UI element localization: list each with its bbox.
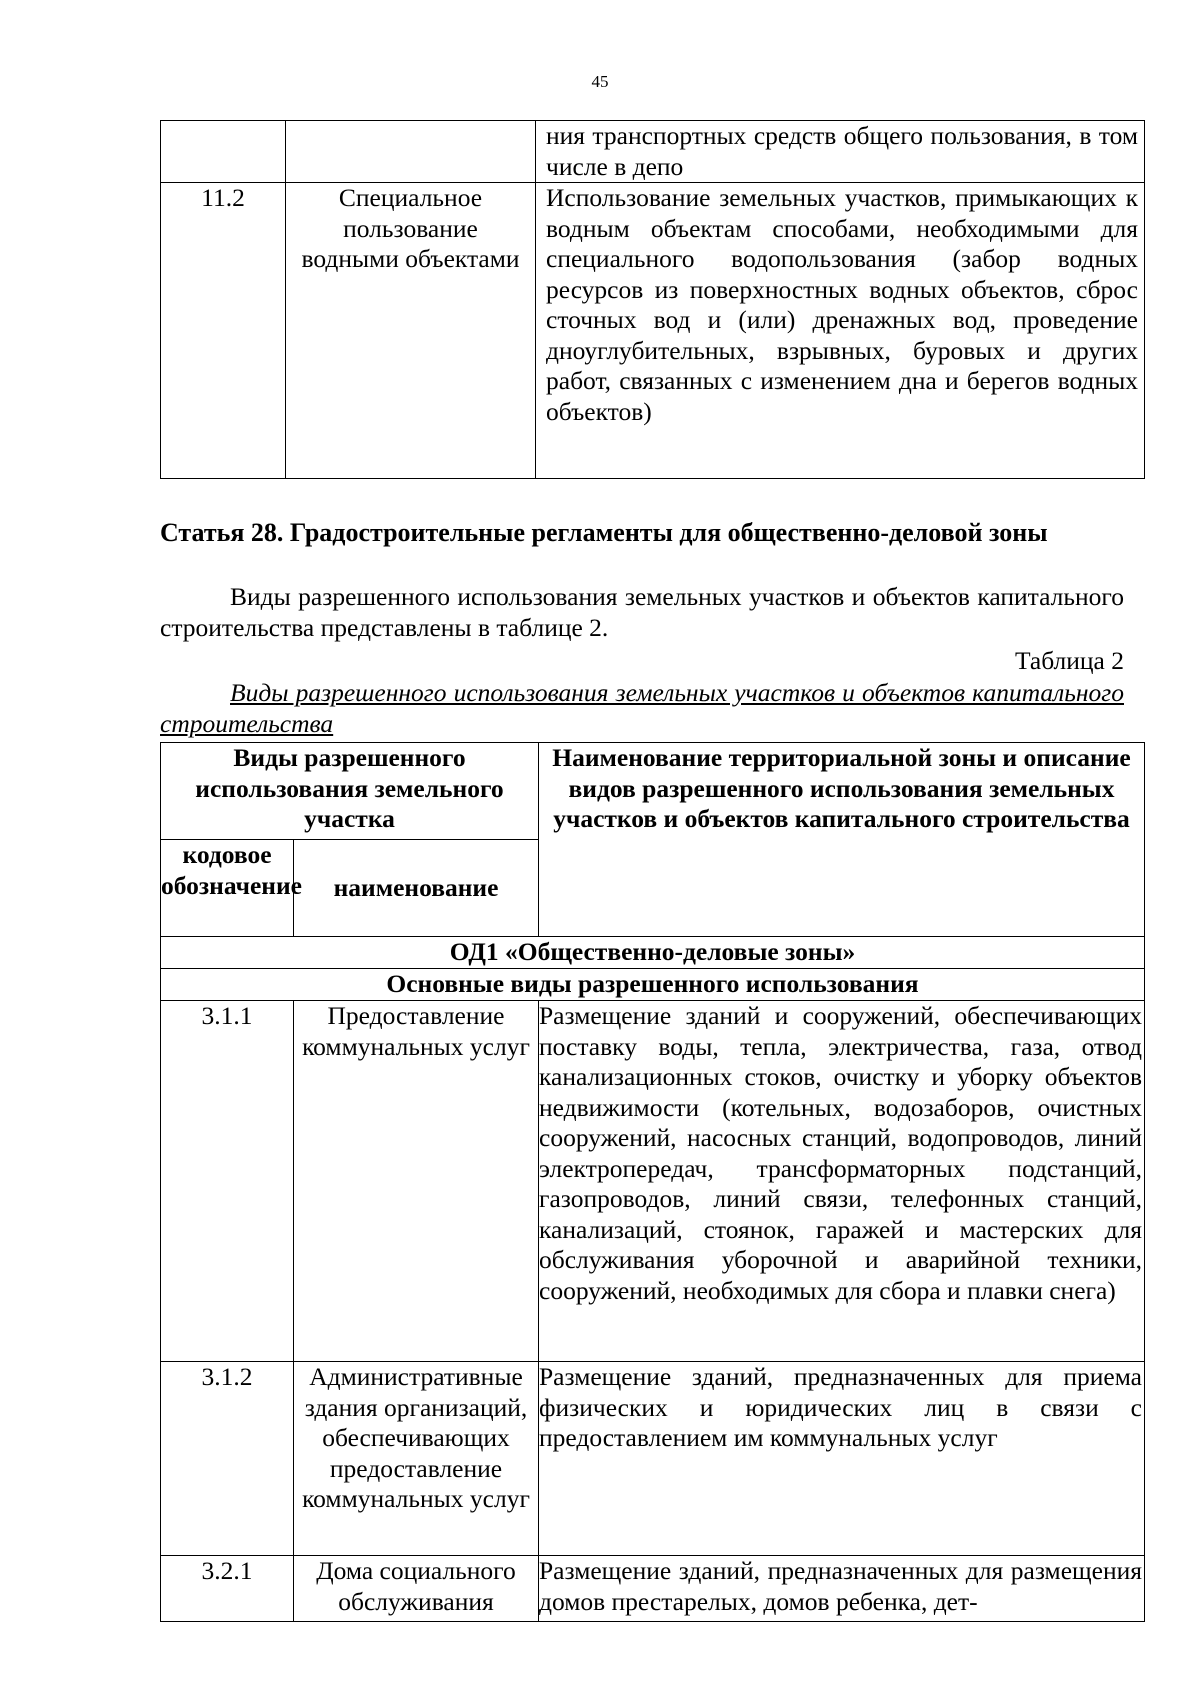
zone-title-row bbox=[161, 937, 1145, 969]
header-name-cell: наименование bbox=[294, 840, 539, 937]
name-cell: Специальное пользование водными объектами bbox=[286, 183, 536, 479]
code-cell: 3.1.2 bbox=[161, 1362, 294, 1556]
article-heading: Статья 28. Градостроительные регламенты для общественно-деловой зоны bbox=[160, 518, 1048, 547]
header-code-cell: кодовое обозначение bbox=[161, 840, 294, 937]
header-group-cell: Виды разрешенного использования земельного участка bbox=[161, 743, 539, 840]
table-header-row bbox=[161, 743, 1145, 840]
body-paragraph: Виды разрешенного использования земельных участков и объектов капитального строительства представлены в таблице 2. bbox=[160, 582, 1124, 642]
description-cell: Использование земельных участков, примыкающих к водным объектам способами, необходимыми для специального водопользования (забор водных ресурсов из поверхностных водных объектов, сброс сточных вод и (или) дренажных вод, проведение дноуглубительных, взрывных, буровых и других работ, связанных с изменением дна и берегов водных объектов) bbox=[536, 183, 1145, 479]
code-cell: 3.1.1 bbox=[161, 1001, 294, 1362]
table-caption-text: Виды разрешенного использования земельных участков и объектов капитального строительства bbox=[160, 678, 1124, 738]
permitted-use-table bbox=[160, 742, 1145, 1622]
table-row bbox=[161, 1001, 1145, 1362]
name-cell: Административные здания организаций, обеспечивающих предоставление коммунальных услуг bbox=[294, 1362, 539, 1556]
code-cell bbox=[161, 121, 286, 183]
table-label: Таблица 2 bbox=[1014, 646, 1124, 675]
table-row bbox=[161, 1362, 1145, 1556]
description-cell: ния транспортных средств общего пользования, в том числе в депо bbox=[536, 121, 1145, 183]
table-row bbox=[161, 121, 1145, 183]
table-caption bbox=[160, 677, 1124, 739]
name-cell: Предоставление коммунальных услуг bbox=[294, 1001, 539, 1362]
description-cell: Размещение зданий, предназначенных для приема физических и юридических лиц в связи с предоставлением им коммунальных услуг bbox=[539, 1362, 1145, 1556]
header-description-cell: Наименование территориальной зоны и описание видов разрешенного использования земельных участков и объектов капитального строительства bbox=[539, 743, 1145, 937]
name-cell bbox=[286, 121, 536, 183]
page-number: 45 bbox=[591, 72, 609, 91]
code-cell: 3.2.1 bbox=[161, 1556, 294, 1622]
section-title-row bbox=[161, 969, 1145, 1001]
continued-table bbox=[160, 120, 1145, 479]
description-cell: Размещение зданий, предназначенных для размещения домов престарелых, домов ребенка, дет- bbox=[539, 1556, 1145, 1622]
zone-title: ОД1 «Общественно-деловые зоны» bbox=[161, 937, 1145, 969]
description-cell: Размещение зданий и сооружений, обеспечивающих поставку воды, тепла, электричества, газа, отвод канализационных стоков, очистку и уборку объектов недвижимости (котельных, водозаборов, очистных сооружений, насосных станций, водопроводов, линий электропередач, трансформаторных подстанций, газопроводов, линий связи, телефонных станций, канализаций, стоянок, гаражей и мастерских для обслуживания уборочной и аварийной техники, сооружений, необходимых для сбора и плавки снега) bbox=[539, 1001, 1145, 1362]
table-row bbox=[161, 1556, 1145, 1622]
section-title: Основные виды разрешенного использования bbox=[161, 969, 1145, 1001]
code-cell: 11.2 bbox=[161, 183, 286, 479]
name-cell: Дома социального обслуживания bbox=[294, 1556, 539, 1622]
table-row bbox=[161, 183, 1145, 479]
